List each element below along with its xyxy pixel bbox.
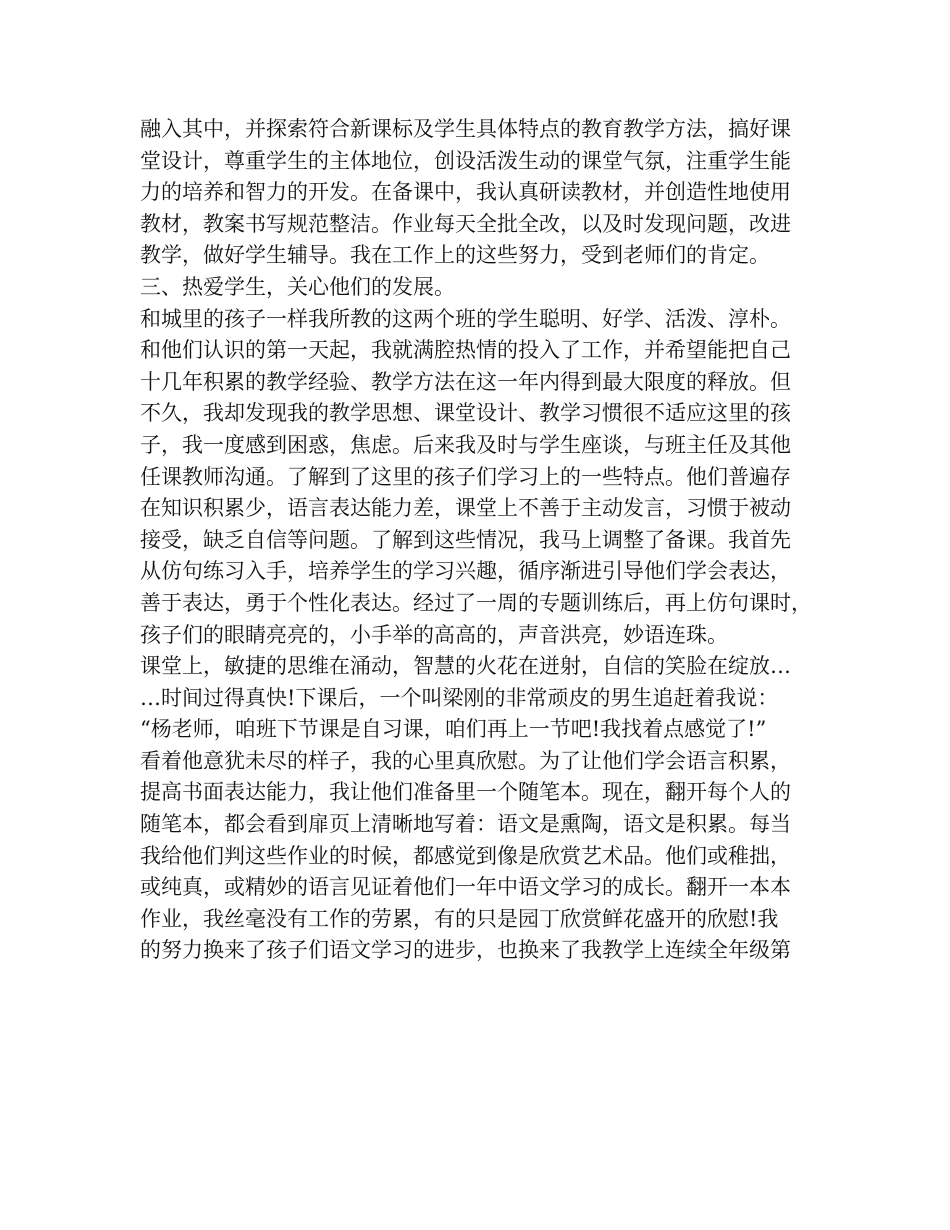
text-line: 和城里的孩子一样我所教的这两个班的学生聪明、好学、活泼、淳朴。 [140, 306, 791, 331]
text-line: 不久，我却发现我的教学思想、课堂设计、教学习惯很不适应这里的孩 [140, 401, 791, 426]
section-heading: 三、热爱学生，关心他们的发展。 [140, 274, 455, 299]
text-line: 善于表达，勇于个性化表达。经过了一周的专题训练后，再上仿句课时， [140, 590, 812, 615]
text-line: 孩子们的眼睛亮亮的，小手举的高高的，声音洪亮，妙语连珠。 [140, 622, 728, 647]
text-line: 课堂上，敏捷的思维在涌动，智慧的火花在迸射，自信的笑脸在绽放… [140, 654, 791, 679]
text-line: 提高书面表达能力，我让他们准备里一个随笔本。现在，翻开每个人的 [140, 780, 791, 805]
text-line: 和他们认识的第一天起，我就满腔热情的投入了工作，并希望能把自己 [140, 338, 791, 363]
text-line: 十几年积累的教学经验、教学方法在这一年内得到最大限度的释放。但 [140, 369, 791, 394]
text-line: 堂设计，尊重学生的主体地位，创设活泼生动的课堂气氛，注重学生能 [140, 148, 791, 173]
text-line: 任课教师沟通。了解到了这里的孩子们学习上的一些特点。他们普遍存 [140, 464, 791, 489]
text-line: 教材，教案书写规范整洁。作业每天全批全改，以及时发现问题，改进 [140, 211, 791, 236]
text-line: 随笔本，都会看到扉页上清晰地写着：语文是熏陶，语文是积累。每当 [140, 812, 791, 837]
text-line: 在知识积累少，语言表达能力差，课堂上不善于主动发言，习惯于被动 [140, 496, 791, 521]
quote-line: “杨老师，咱班下节课是自习课，咱们再上一节吧!我找着点感觉了!” [140, 717, 767, 742]
text-line: 作业，我丝毫没有工作的劳累，有的只是园丁欣赏鲜花盛开的欣慰!我 [140, 906, 779, 931]
body-text [140, 114, 830, 967]
text-line: 子，我一度感到困惑，焦虑。后来我及时与学生座谈，与班主任及其他 [140, 432, 791, 457]
text-line: 的努力换来了孩子们语文学习的进步，也换来了我教学上连续全年级第 [140, 938, 791, 963]
text-line: …时间过得真快!下课后，一个叫梁刚的非常顽皮的男生追赶着我说： [140, 685, 779, 710]
text-line: 力的培养和智力的开发。在备课中，我认真研读教材，并创造性地使用 [140, 180, 791, 205]
text-line: 我给他们判这些作业的时候，都感觉到像是欣赏艺术品。他们或稚拙， [140, 843, 791, 868]
text-line: 或纯真，或精妙的语言见证着他们一年中语文学习的成长。翻开一本本 [140, 875, 791, 900]
text-line: 接受，缺乏自信等问题。了解到这些情况，我马上调整了备课。我首先 [140, 527, 791, 552]
text-line: 从仿句练习入手，培养学生的学习兴趣，循序渐进引导他们学会表达， [140, 559, 791, 584]
text-line: 看着他意犹未尽的样子，我的心里真欣慰。为了让他们学会语言积累， [140, 748, 791, 773]
text-line: 融入其中，并探索符合新课标及学生具体特点的教育教学方法，搞好课 [140, 117, 791, 141]
text-line: 教学，做好学生辅导。我在工作上的这些努力，受到老师们的肯定。 [140, 243, 770, 268]
